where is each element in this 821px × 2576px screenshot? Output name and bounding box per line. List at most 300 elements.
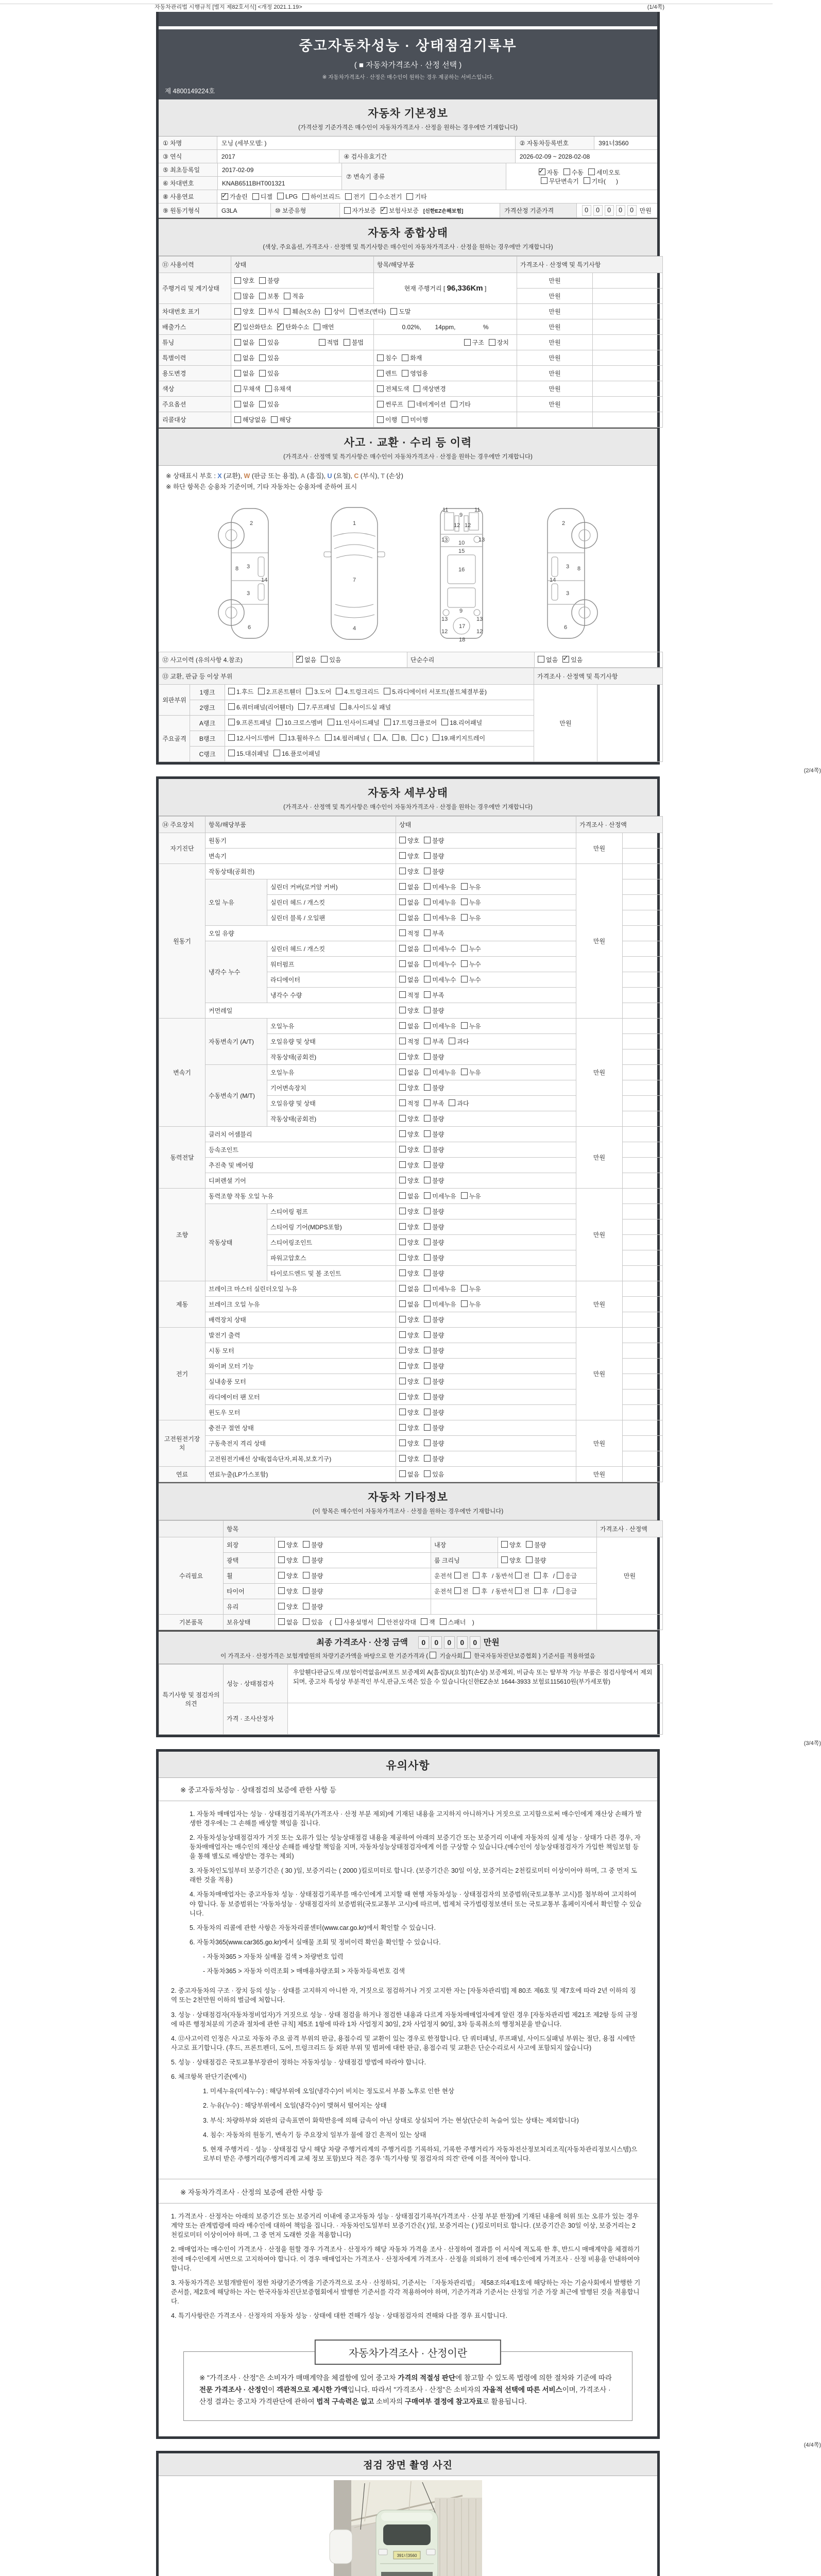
text-segment: (교환), <box>221 472 244 480</box>
option-label: 양호 <box>407 1208 420 1215</box>
note-cell <box>623 987 663 1003</box>
option-label: 전 <box>462 1587 469 1595</box>
checkbox-icon <box>449 1038 455 1044</box>
checkbox-option <box>399 1006 419 1015</box>
left-col <box>159 163 341 190</box>
note-cell <box>623 1296 663 1312</box>
checkbox-icon <box>258 688 265 694</box>
option-label: 없음 <box>304 656 317 664</box>
checkbox-icon <box>259 293 266 299</box>
detail-row <box>159 1281 663 1296</box>
checkbox-option <box>424 1207 444 1216</box>
accident-title: 사고 · 교환 · 수리 등 이력 <box>344 437 472 449</box>
checkbox-icon <box>501 1541 508 1548</box>
checkbox-icon <box>424 1038 431 1044</box>
text-element: 3 <box>566 590 570 597</box>
checkbox-option <box>278 1587 298 1596</box>
checkbox-option <box>284 307 320 316</box>
option-label: 없음 <box>243 370 255 377</box>
final-price-digits <box>417 1638 500 1647</box>
option-label: 불량 <box>432 1177 444 1184</box>
checkbox-icon <box>252 193 259 200</box>
status-options <box>396 1157 576 1173</box>
note-cell <box>623 848 663 863</box>
checkbox-icon <box>424 1269 431 1276</box>
checkbox-option <box>424 1145 444 1154</box>
note-cell <box>623 1343 663 1358</box>
notice-item: 5. 자동차의 리콜에 관한 사항은 자동차리콜센터(www.car.go.kr)에서 확인할 수 있습니다. <box>190 1924 436 1931</box>
checkbox-option <box>259 400 279 409</box>
option-label: 부족 <box>432 991 444 999</box>
option-label: 후 <box>542 1572 549 1580</box>
notice-item: 2. 자동차성능상태점검자가 거짓 또는 오류가 있는 성능상태점검 내용을 제공하여 아래의 보증기간 또는 보증거리 이내에 자동차의 실제 성능 · 상태가 다른 경우, 자동차매매업자는 매수인의 재산상 손해를 배상할 책임을 지며, 자동차성능상태점검자에게 이를 구상할 수 있습니다.(매수인이 성능상태점검자가 가입한 책임보험 등을 통해 별도로 배상받는 경우는 제외) <box>190 1834 641 1860</box>
money-label: 만원 <box>517 381 593 397</box>
checkbox-option <box>424 1083 444 1092</box>
item-label: 윈도우 모터 <box>206 1404 396 1420</box>
rank-label: 1랭크 <box>190 684 225 700</box>
checkbox-option <box>399 1192 419 1200</box>
note-cell <box>623 1049 663 1064</box>
option-label: 있음 <box>267 401 280 408</box>
note-cell <box>623 1018 663 1033</box>
checkbox-icon <box>273 750 280 756</box>
checkbox-icon <box>303 1541 310 1548</box>
circle-element <box>443 609 449 616</box>
checkbox-icon <box>424 1470 431 1477</box>
insurer-label: [신한EZ손해보험] <box>423 209 464 214</box>
row-label: 단순수리 <box>407 652 535 667</box>
note-cell <box>623 1126 663 1142</box>
checkbox-option <box>424 883 456 891</box>
text-segment: (흠집), <box>305 472 328 480</box>
row-label: 특별이력 <box>159 350 231 366</box>
car-damage-diagrams <box>159 497 657 652</box>
checkbox-icon <box>399 991 406 998</box>
option-label: 렌트 <box>385 370 398 377</box>
option-label: 양호 <box>407 1424 420 1432</box>
option-label: 양호 <box>407 1007 420 1014</box>
col-header: 항목/해당부품 <box>374 257 517 273</box>
option-label: 세미오토 <box>596 168 621 176</box>
money-label: 만원 <box>597 1537 663 1614</box>
field-value: 2017-02-09 <box>222 166 254 174</box>
mileage-cell <box>374 273 517 304</box>
option-label: 안전삼각대 <box>386 1618 416 1626</box>
car-diagram-left-side <box>209 503 286 643</box>
money-label: 만원 <box>517 366 593 381</box>
option-label: B, <box>401 734 407 742</box>
option-label: 2.프론트휀더 <box>266 688 302 696</box>
option-label: 없음 <box>243 354 255 362</box>
option-label: 부족 <box>432 929 444 937</box>
status-options <box>396 925 576 941</box>
checkbox-icon <box>377 370 384 377</box>
option-label: 미세누유 <box>432 1285 456 1293</box>
checkbox-icon <box>328 719 334 725</box>
checkbox-icon <box>424 1362 431 1369</box>
checkbox-option <box>461 883 481 891</box>
checkbox-icon <box>399 899 406 905</box>
checkbox-option <box>424 1408 444 1417</box>
option-label: 불량 <box>432 1409 444 1416</box>
rank-label: 2랭크 <box>190 700 225 715</box>
status-options <box>396 1018 576 1033</box>
td-element <box>597 684 663 761</box>
money-label: 만원 <box>576 1327 623 1420</box>
device-label: 연료 <box>159 1466 206 1482</box>
status-options <box>396 1327 576 1343</box>
notice-item: 4. 침수: 자동차의 원동기, 변속기 등 주요장치 일부가 물에 잠긴 흔적이 있는 상태 <box>203 2131 426 2139</box>
checkbox-icon <box>370 193 377 200</box>
checkbox-option <box>412 733 428 744</box>
notice-item: - 자동차365 > 자동차 실매물 검색 > 차량번호 입력 <box>203 1953 344 1960</box>
option-label: 기타( ) <box>591 177 618 185</box>
checkbox-icon <box>277 324 284 330</box>
part-label: 작동상태(공회전) <box>267 1111 396 1126</box>
option-label: 15.대쉬패널 <box>236 750 269 757</box>
td-element <box>517 412 593 428</box>
checkbox-icon <box>399 960 406 967</box>
notices-list-2 <box>159 2204 657 2329</box>
td-element <box>593 412 663 428</box>
other-title: 자동차 기타정보 <box>368 1491 448 1503</box>
checkbox-icon <box>399 1099 406 1106</box>
option-label: 불량 <box>432 1115 444 1123</box>
checkbox-option <box>234 292 254 300</box>
text-segment: (부식), <box>358 472 381 480</box>
money-label: 만원 <box>576 833 623 863</box>
option-label: 이행 <box>385 416 398 423</box>
warranty-options <box>344 206 423 215</box>
checkbox-option <box>296 655 316 664</box>
checkbox-icon <box>399 1146 406 1153</box>
option-label: 불량 <box>432 1146 444 1154</box>
col-header: 상태 <box>396 816 576 833</box>
option-label: 응급 <box>565 1572 577 1580</box>
checkbox-icon <box>424 1393 431 1400</box>
checkbox-icon <box>303 1556 310 1563</box>
item-label: 시동 모터 <box>206 1343 396 1358</box>
option-label: 양호 <box>407 1177 420 1184</box>
text-element: 3 <box>566 563 570 570</box>
option-label: 불량 <box>311 1572 323 1580</box>
option-label: 없음 <box>407 1285 420 1293</box>
checkbox-icon <box>319 339 326 346</box>
table-row <box>159 412 663 428</box>
checkbox-icon <box>399 1455 406 1462</box>
path-element <box>333 533 375 536</box>
td-element <box>225 731 534 746</box>
div-element <box>340 204 501 217</box>
checkbox-option <box>399 1439 419 1448</box>
comprehensive-band <box>159 218 657 256</box>
table-row <box>159 381 663 397</box>
rank-label: B랭크 <box>190 731 225 746</box>
checkbox-option <box>399 1377 419 1386</box>
item-label: 오일 유량 <box>206 925 396 941</box>
notice-item: 1. 미세누유(미세누수) : 해당부위에 오일(냉각수)이 비치는 정도로서 부품 노후로 인한 현상 <box>203 2088 454 2095</box>
checkbox-option <box>424 1130 444 1139</box>
checkbox-option <box>461 898 481 907</box>
status-options <box>396 941 576 956</box>
detail-table <box>159 816 663 1482</box>
checkbox-icon <box>402 370 408 377</box>
checkbox-icon <box>424 868 431 874</box>
checkbox-icon <box>278 1587 285 1594</box>
table-row <box>159 190 657 204</box>
checkbox-icon <box>228 734 235 741</box>
option-label: 누유 <box>469 883 481 891</box>
td-element <box>593 350 663 366</box>
option-label: 과다 <box>457 1099 469 1107</box>
rect-element <box>324 552 331 557</box>
note-cell <box>623 1250 663 1265</box>
checkbox-icon <box>541 177 548 184</box>
path-element <box>334 615 374 618</box>
option-label: 유채색 <box>273 385 292 393</box>
text-segment: 전문 가격조사 · 산정인 <box>199 2386 268 2394</box>
checkbox-icon <box>384 719 391 725</box>
table-row <box>159 1664 663 1703</box>
text-element: 4 <box>353 625 356 632</box>
checkbox-option <box>424 1454 444 1463</box>
status-options <box>396 1003 576 1018</box>
text-element: 2 <box>562 520 566 527</box>
price-appraisal-box-text <box>199 2372 617 2408</box>
option-label: 불량 <box>311 1587 323 1595</box>
option-label: 화재 <box>410 354 422 362</box>
checkbox-icon <box>557 1587 563 1594</box>
note-cell <box>623 879 663 894</box>
option-label: 미이행 <box>410 416 428 423</box>
checkbox-icon <box>221 193 228 200</box>
checkbox-option <box>306 686 331 698</box>
checkbox-option <box>259 276 279 285</box>
checkbox-option <box>406 192 426 201</box>
checkbox-icon <box>399 1022 406 1029</box>
item-label: 충전구 절연 상태 <box>206 1420 396 1435</box>
status-options <box>396 1358 576 1374</box>
checkbox-icon <box>424 1069 431 1075</box>
checkbox-icon <box>399 1161 406 1168</box>
form-regulation-ref: 자동차관리법 시행규칙 [별지 제82호서식] <개정 2021.1.19> <box>155 4 302 10</box>
checkbox-option <box>424 1114 444 1123</box>
text-element: 1 <box>353 520 356 527</box>
td-element <box>498 1537 597 1552</box>
document-number: 제 4800149224호 <box>165 88 215 95</box>
text-element: 8 <box>577 565 581 572</box>
checkbox-icon <box>534 1587 541 1594</box>
checkbox-icon <box>265 385 272 392</box>
option-label: 불량 <box>432 1053 444 1061</box>
checkbox-option <box>284 292 304 300</box>
checkbox-icon <box>399 1347 406 1353</box>
checkbox-option <box>234 415 266 424</box>
option-label: 불법 <box>351 339 364 346</box>
checkbox-option <box>259 369 279 378</box>
checkbox-option <box>449 1037 469 1046</box>
table-row <box>159 1552 663 1568</box>
row-label: 휠 <box>224 1568 275 1583</box>
price-digit: 0 <box>470 1636 481 1649</box>
checkbox-icon <box>515 1587 522 1594</box>
item-label: 등속조인트 <box>206 1142 396 1157</box>
option-label: 양호 <box>407 1393 420 1401</box>
checkbox-option <box>271 415 291 424</box>
status-options <box>396 1188 576 1204</box>
group-label: 주요골격 <box>159 715 190 761</box>
checkbox-option <box>399 960 419 969</box>
checkbox-option <box>461 913 481 922</box>
option-label: 4.트렁크리드 <box>344 688 380 696</box>
device-label: 동력전달 <box>159 1126 206 1188</box>
checkbox-icon <box>344 207 351 214</box>
div-element <box>234 338 370 347</box>
checkbox-option <box>461 1068 481 1077</box>
checkbox-option <box>424 929 444 938</box>
status-options <box>396 1126 576 1142</box>
option-label: 네비게이션 <box>416 401 446 408</box>
option-label: 부족 <box>432 1038 444 1045</box>
row-label: 룸 크리닝 <box>431 1552 498 1568</box>
option-label: 불량 <box>432 1362 444 1370</box>
price-digit: 0 <box>605 205 614 216</box>
device-label: 자기진단 <box>159 833 206 863</box>
option-label: 누유 <box>469 1285 481 1293</box>
checkbox-icon <box>424 1115 431 1122</box>
detail-row <box>159 1188 663 1204</box>
option-label: 13.휠하우스 <box>287 734 320 742</box>
checkbox-option <box>399 867 419 876</box>
checkbox-option <box>278 1571 298 1580</box>
col-header: 가격조사 · 산정액 및 특기사항 <box>517 257 663 273</box>
table-row <box>159 335 663 350</box>
part-label: 스티어링 펌프 <box>267 1204 396 1219</box>
option-text: / 동반석 <box>491 1587 514 1595</box>
option-label: 도말 <box>399 308 411 315</box>
checkbox-option <box>424 1470 444 1479</box>
other-band <box>159 1482 657 1520</box>
status-options <box>396 863 576 879</box>
checkbox-icon <box>399 1378 406 1384</box>
checkbox-option <box>433 733 485 744</box>
checkbox-option <box>399 1068 419 1077</box>
checkbox-option <box>399 1362 419 1370</box>
legend-note: ※ 하단 항목은 승용차 기준이며, 기타 자동차는 승용차에 준하여 표시 <box>166 483 357 491</box>
option-label: 양호 <box>286 1572 299 1580</box>
option-label: 전 <box>523 1572 530 1580</box>
checkbox-icon <box>424 1409 431 1415</box>
option-label: 미세누유 <box>432 1069 456 1076</box>
checkbox-option <box>399 929 419 938</box>
notice-item: 3. 자동차가격은 보험개발원이 정한 차량기준가액을 기준가격으로 조사 · 산정하되, 기준서는 「자동차관리법」 제58조의4제1호에 해당하는 자는 기술사회에서 발행한 기준서를, 제2호에 해당하는 자는 한국자동차진단보증협회에서 발행한 기준서를 각각 적용하여야 하며, 기준가격과 기준서는 산정일 기준 가장 최근에 발행된 것을 적용합니다. <box>171 2279 641 2305</box>
checkbox-option <box>424 1315 444 1324</box>
device-label: 고전원전기장치 <box>159 1420 206 1466</box>
td-element <box>225 700 534 715</box>
option-label: 양호 <box>407 1378 420 1385</box>
checkbox-icon <box>399 1254 406 1261</box>
detail-title: 자동차 세부상태 <box>368 787 448 799</box>
option-text: ( <box>328 1618 334 1626</box>
row-label: 배출가스 <box>159 319 231 335</box>
mileage-value: 96,336Km <box>447 284 483 293</box>
option-label: 변조(변타) <box>357 308 386 315</box>
car-diagram-underbody <box>423 503 500 643</box>
checkbox-icon <box>424 1007 431 1013</box>
checkbox-option <box>399 1346 419 1355</box>
group-label: 수리필요 <box>159 1537 224 1614</box>
checkbox-icon <box>234 293 241 299</box>
option-label: 없음 <box>407 1192 420 1200</box>
text-segment: A <box>300 472 305 480</box>
checkbox-option <box>399 1470 419 1479</box>
checkbox-icon <box>424 1331 431 1338</box>
span-element <box>319 338 368 347</box>
checkbox-icon <box>278 1572 285 1579</box>
checkbox-option <box>234 338 254 347</box>
option-label: 상이 <box>333 308 345 315</box>
item-label: 작동상태(공회전) <box>206 863 396 879</box>
group-label: 외판부위 <box>159 684 190 715</box>
checkbox-option <box>303 1618 323 1626</box>
note-cell <box>623 1033 663 1049</box>
status-options <box>396 956 576 972</box>
checkbox-icon <box>424 1022 431 1029</box>
option-label: 자가보증 <box>352 207 376 214</box>
rect-element <box>552 584 558 600</box>
checkbox-icon <box>399 914 406 921</box>
checkbox-icon <box>374 734 381 741</box>
option-label: 누유 <box>469 1300 481 1308</box>
checkbox-icon <box>449 1099 455 1106</box>
field-value: 2026-02-09 ~ 2028-02-08 <box>519 152 590 160</box>
checkbox-option <box>228 686 253 698</box>
checkbox-icon <box>284 308 290 315</box>
checkbox-icon <box>399 1053 406 1060</box>
checkbox-option <box>399 1300 419 1309</box>
inspection-photo-lift-rear <box>334 2480 482 2576</box>
row-label: 보유상태 <box>224 1614 275 1630</box>
comprehensive-title: 자동차 종합상태 <box>368 227 448 239</box>
checkbox-option <box>378 1618 416 1626</box>
checkbox-icon <box>321 656 328 663</box>
checkbox-icon <box>424 1455 431 1462</box>
option-label: 있음 <box>311 1618 323 1626</box>
checkbox-option <box>234 307 254 316</box>
option-label: 영업용 <box>410 370 428 377</box>
option-label: 있음 <box>432 1470 444 1478</box>
option-label: 18.리어패널 <box>450 719 483 726</box>
option-label: 후 <box>481 1587 487 1595</box>
text-segment: 에 참고할 수 있도록 법령에 의한 절차와 기준에 따라 <box>455 2374 612 2382</box>
notices-header-2: ※ 자동차가격조사 · 산정의 보증에 관한 사항 등 <box>159 2179 657 2204</box>
checkbox-option <box>302 192 340 201</box>
checkbox-option <box>588 168 620 177</box>
transmission-options-line2 <box>541 177 623 185</box>
td-element <box>231 397 374 412</box>
option-label: 있음 <box>571 656 583 664</box>
checkbox-option <box>515 1587 529 1596</box>
page3-frame <box>156 1749 660 2439</box>
option-label: 없음 <box>407 945 420 953</box>
checkbox-icon <box>424 1099 431 1106</box>
part-label: 오일유량 및 상태 <box>267 1095 396 1111</box>
option-label: 5.라디에이터 서포트(볼트체결부품) <box>392 688 487 696</box>
td-element <box>498 1552 597 1568</box>
checkbox-icon <box>303 1603 310 1609</box>
checkbox-icon <box>350 308 356 315</box>
option-label: 양호 <box>407 1223 420 1231</box>
